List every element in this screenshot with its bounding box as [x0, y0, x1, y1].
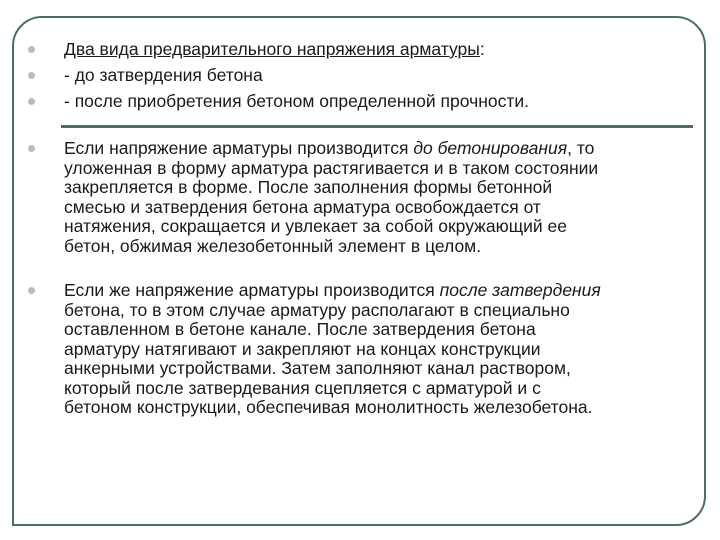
text-run: , то [567, 138, 595, 158]
paragraph-line [64, 139, 700, 159]
paragraph-line: уложенная в форму арматура растягивается и в таком состоянии [64, 157, 599, 178]
bullet-icon [28, 145, 35, 152]
paragraph-line: анкерными устройствами. Затем заполняют канал раствором, [64, 358, 571, 378]
paragraph-prestress-after-hardening [64, 281, 700, 418]
paragraph-line: бетона, то в этом случае арматуру располагают в специально [64, 299, 570, 320]
paragraph-line: арматуру натягивают и закрепляют на концах конструкции [64, 338, 541, 359]
paragraph-line: смесью и затвердения бетона арматура освобождается от [64, 196, 541, 217]
paragraph-line [64, 281, 700, 301]
text-run: Если же напряжение арматуры производится [64, 280, 440, 300]
list-heading-colon: : [479, 39, 485, 59]
list-item: - до затвердения бетона [64, 65, 263, 85]
list-heading-row [64, 40, 485, 60]
paragraph-prestress-before-concreting [64, 139, 700, 256]
paragraph-line: который после затвердевания сцепляется с арматурой и с [64, 377, 541, 398]
bullet-icon [28, 287, 35, 294]
paragraph-line: бетон, обжимая железобетонный элемент в целом. [64, 235, 482, 256]
bullet-icon [28, 72, 35, 79]
paragraph-line: бетоном конструкции, обеспечивая монолитность железобетона. [64, 397, 593, 417]
paragraph-line: оставленном в бетоне канале. После затвердения бетона [64, 319, 536, 339]
emphasis-text: до бетонирования [413, 138, 568, 158]
paragraph-line: натяжения, сокращается и увлекает за собой окружающий ее [64, 216, 568, 236]
list-heading: Два вида предварительного напряжения арматуры [64, 39, 480, 59]
emphasis-text: после затвердения [439, 280, 601, 300]
bullet-icon [28, 46, 35, 53]
bullet-icon [28, 98, 35, 105]
list-item: - после приобретения бетоном определенной прочности. [64, 91, 529, 111]
paragraph-line: закрепляется в форме. После заполнения формы бетонной [64, 177, 553, 197]
text-run: Если напряжение арматуры производится [64, 138, 414, 158]
